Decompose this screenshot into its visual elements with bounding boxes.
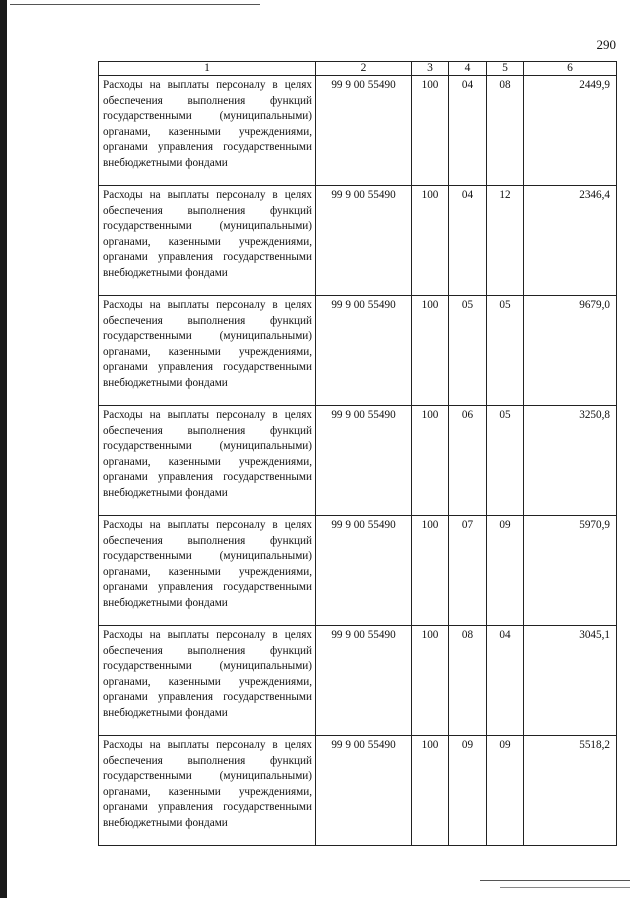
expense-type-code: 100 [412, 736, 449, 846]
expense-description: Расходы на выплаты персоналу в целях обеспечения выполнения функций государственными (муниципальными) органами, казенными учреждениями, органами управления государственными внебюджетными фондами [99, 406, 316, 516]
expense-type-code: 100 [412, 296, 449, 406]
table-row [99, 296, 617, 406]
target-article-code: 99 9 00 55490 [316, 736, 412, 846]
subsection-code: 12 [487, 186, 524, 296]
table-row [99, 626, 617, 736]
amount: 2346,4 [524, 186, 617, 296]
section-code: 06 [449, 406, 487, 516]
section-code: 09 [449, 736, 487, 846]
table-row [99, 516, 617, 626]
expense-description: Расходы на выплаты персоналу в целях обеспечения выполнения функций государственными (муниципальными) органами, казенными учреждениями, органами управления государственными внебюджетными фондами [99, 626, 316, 736]
scan-bottom-line-secondary [500, 887, 630, 888]
expense-type-code: 100 [412, 186, 449, 296]
amount: 5970,9 [524, 516, 617, 626]
target-article-code: 99 9 00 55490 [316, 516, 412, 626]
table-header-row [99, 62, 617, 76]
section-code: 05 [449, 296, 487, 406]
header-cell: 4 [449, 62, 487, 76]
subsection-code: 09 [487, 736, 524, 846]
target-article-code: 99 9 00 55490 [316, 626, 412, 736]
table-row [99, 186, 617, 296]
header-cell: 5 [487, 62, 524, 76]
expense-type-code: 100 [412, 76, 449, 186]
header-cell: 2 [316, 62, 412, 76]
subsection-code: 04 [487, 626, 524, 736]
target-article-code: 99 9 00 55490 [316, 76, 412, 186]
amount: 3250,8 [524, 406, 617, 516]
expense-description: Расходы на выплаты персоналу в целях обеспечения выполнения функций государственными (муниципальными) органами, казенными учреждениями, органами управления государственными внебюджетными фондами [99, 516, 316, 626]
header-cell: 3 [412, 62, 449, 76]
scan-bottom-line [480, 880, 630, 881]
scan-top-line [10, 4, 260, 5]
target-article-code: 99 9 00 55490 [316, 406, 412, 516]
subsection-code: 09 [487, 516, 524, 626]
table-row [99, 406, 617, 516]
expense-description: Расходы на выплаты персоналу в целях обеспечения выполнения функций государственными (муниципальными) органами, казенными учреждениями, органами управления государственными внебюджетными фондами [99, 296, 316, 406]
expense-description: Расходы на выплаты персоналу в целях обеспечения выполнения функций государственными (муниципальными) органами, казенными учреждениями, органами управления государственными внебюджетными фондами [99, 186, 316, 296]
expense-description: Расходы на выплаты персоналу в целях обеспечения выполнения функций государственными (муниципальными) органами, казенными учреждениями, органами управления государственными внебюджетными фондами [99, 76, 316, 186]
target-article-code: 99 9 00 55490 [316, 296, 412, 406]
section-code: 08 [449, 626, 487, 736]
scan-left-edge [0, 0, 7, 898]
header-cell: 6 [524, 62, 617, 76]
expense-type-code: 100 [412, 406, 449, 516]
section-code: 07 [449, 516, 487, 626]
table-row [99, 736, 617, 846]
expense-type-code: 100 [412, 626, 449, 736]
amount: 9679,0 [524, 296, 617, 406]
budget-table [98, 61, 617, 846]
amount: 3045,1 [524, 626, 617, 736]
expense-description: Расходы на выплаты персоналу в целях обеспечения выполнения функций государственными (муниципальными) органами, казенными учреждениями, органами управления государственными внебюджетными фондами [99, 736, 316, 846]
target-article-code: 99 9 00 55490 [316, 186, 412, 296]
subsection-code: 05 [487, 296, 524, 406]
amount: 5518,2 [524, 736, 617, 846]
expense-type-code: 100 [412, 516, 449, 626]
header-cell: 1 [99, 62, 316, 76]
section-code: 04 [449, 186, 487, 296]
section-code: 04 [449, 76, 487, 186]
subsection-code: 08 [487, 76, 524, 186]
subsection-code: 05 [487, 406, 524, 516]
table-row [99, 76, 617, 186]
amount: 2449,9 [524, 76, 617, 186]
page-number: 290 [596, 37, 616, 52]
